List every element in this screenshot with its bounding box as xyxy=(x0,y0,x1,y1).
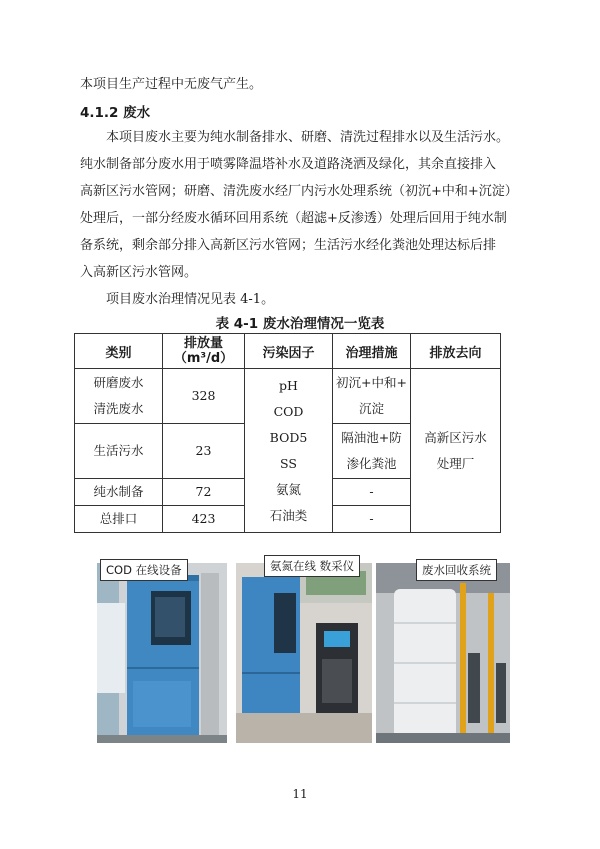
photo-cod-equipment xyxy=(97,563,227,743)
page-number: 11 xyxy=(292,787,308,801)
cell-destination xyxy=(411,369,501,533)
intro-line: 本项目生产过程中无废气产生。 xyxy=(80,77,263,92)
cell-amount: 423 xyxy=(163,506,245,533)
paragraph-line: 入高新区污水管网。 xyxy=(80,265,198,280)
header-discharge xyxy=(163,334,245,369)
header-pollutants: 污染因子 xyxy=(245,334,333,369)
recycling-system-image xyxy=(376,563,510,743)
cell-text: 清洗废水 xyxy=(93,401,144,416)
pollutant-item: BOD5 xyxy=(269,429,308,445)
photo-label-cod: COD 在线设备 xyxy=(100,559,188,581)
cell-category xyxy=(75,369,163,424)
cell-category: 纯水制备 xyxy=(75,479,163,506)
cell-category: 生活污水 xyxy=(75,424,163,479)
pollutant-item: SS xyxy=(280,455,297,471)
paragraph-line: 高新区污水管网；研磨、清洗废水经厂内污水处理系统（初沉+中和+沉淀） xyxy=(80,184,518,199)
cell-amount: 328 xyxy=(163,369,245,424)
cell-pollutants xyxy=(245,369,333,533)
pollutant-item: 氨氮 xyxy=(275,481,301,497)
cell-amount: 72 xyxy=(163,479,245,506)
photo-label-recycling: 废水回收系统 xyxy=(416,559,497,581)
header-destination: 排放去向 xyxy=(411,334,501,369)
table-row xyxy=(75,369,501,424)
cell-measure: - xyxy=(333,479,411,506)
cod-equipment-image xyxy=(97,563,227,743)
photo-ammonia-analyzer xyxy=(236,563,372,743)
cell-text: 高新区污水 xyxy=(424,429,487,445)
header-discharge-line2: （m³/d） xyxy=(173,351,234,366)
header-measures: 治理措施 xyxy=(333,334,411,369)
paragraph-line: 本项目废水主要为纯水制备排水、研磨、清洗过程排水以及生活污水。 xyxy=(106,130,510,145)
wastewater-table xyxy=(74,333,501,533)
cell-measure: - xyxy=(333,506,411,533)
section-heading: 4.1.2 废水 xyxy=(80,105,151,121)
paragraph-line: 纯水制备部分废水用于喷雾降温塔补水及道路浇洒及绿化，其余直接排入 xyxy=(80,157,497,172)
pollutant-item: pH xyxy=(279,377,298,393)
photo-label-ammonia: 氨氮在线 数采仪 xyxy=(264,555,360,577)
pollutant-item: 石油类 xyxy=(269,507,308,523)
cell-measure xyxy=(333,424,411,479)
cell-text: 研磨废水 xyxy=(93,375,144,390)
cell-text: 初沉+中和+ xyxy=(336,375,407,390)
cell-text: 沉淀 xyxy=(358,401,384,416)
table-header-row xyxy=(75,334,501,369)
photo-recycling-system xyxy=(376,563,510,743)
cell-category: 总排口 xyxy=(75,506,163,533)
table-reference: 项目废水治理情况见表 4-1。 xyxy=(106,292,275,307)
header-discharge-line1: 排放量 xyxy=(183,336,223,351)
table-caption: 表 4-1 废水治理情况一览表 xyxy=(215,316,385,332)
paragraph-line: 处理后，一部分经废水循环回用系统（超滤+反渗透）处理后回用于纯水制 xyxy=(80,211,507,226)
cell-measure xyxy=(333,369,411,424)
cell-text: 处理厂 xyxy=(436,455,475,471)
ammonia-analyzer-image xyxy=(236,563,372,743)
pollutant-item: COD xyxy=(273,403,304,419)
cell-amount: 23 xyxy=(163,424,245,479)
cell-text: 隔油池+防 xyxy=(341,430,402,445)
cell-text: 渗化粪池 xyxy=(346,456,397,471)
header-category: 类别 xyxy=(75,334,163,369)
paragraph-line: 备系统，剩余部分排入高新区污水管网；生活污水经化粪池处理达标后排 xyxy=(80,238,497,253)
